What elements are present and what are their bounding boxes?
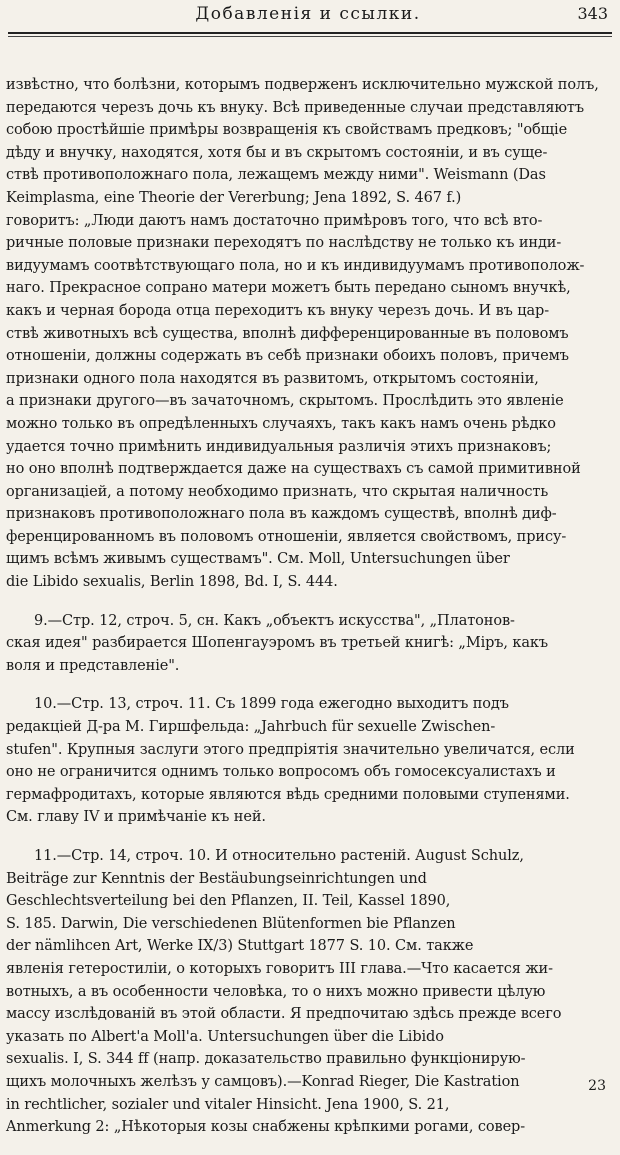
text-line: sexualis. I, S. 344 ff (напр. доказательство правильно функціонирую- (6, 1051, 526, 1068)
text-line: stufen". Крупныя заслуги этого предпріятія значительно увеличатся, если (6, 741, 575, 758)
text-line: удается точно примѣнить индивидуальныя различія этихъ признаковъ; (6, 438, 552, 455)
text-line: передаются черезъ дочь къ внуку. Всѣ приведенные случаи представляютъ (6, 99, 584, 116)
text-line: массу изслѣдованій въ этой области. Я предпочитаю здѣсь прежде всего (6, 1006, 562, 1023)
text-line: Anmerkung 2: „Нѣкоторыя козы снабжены крѣпкими рогами, совер- (6, 1119, 526, 1136)
text-line: ричные половые признаки переходятъ по наслѣдству не только къ инди- (6, 235, 562, 252)
text-line: вотныхъ, а въ особенности человѣка, то о нихъ можно привести цѣлую (6, 983, 546, 1000)
header-rule (8, 32, 612, 34)
text-line: говоритъ: „Люди даютъ намъ достаточно примѣровъ того, что всѣ вто- (6, 212, 543, 229)
text-line: редакціей Д-ра М. Гиршфельда: „Jahrbuch für sexuelle Zwischen- (6, 719, 496, 736)
paragraph (6, 693, 612, 829)
text-line: Beiträge zur Kenntnis der Bestäubungseinrichtungen und (6, 870, 427, 887)
text-line: 11.—Стр. 14, строч. 10. И относительно растеній. August Schulz, (34, 848, 524, 864)
text-line: См. главу IV и примѣчаніе къ ней. (6, 809, 266, 826)
text-line: ференцированномъ въ половомъ отношеніи, является свойствомъ, прису- (6, 528, 567, 545)
text-line: отношеніи, должны содержать въ себѣ признаки обоихъ половъ, причемъ (6, 348, 569, 365)
paragraph (6, 610, 612, 678)
text-line: 10.—Стр. 13, строч. 11. Съ 1899 года ежегодно выходитъ подъ (34, 696, 509, 713)
signature-mark: 23 (588, 1078, 606, 1094)
text-line: ствѣ противоположнаго пола, лежащемъ между ними". Weismann (Das (6, 167, 546, 184)
text-line: наго. Прекрасное сопрано матери можетъ быть передано сыномъ внучкѣ, (6, 280, 571, 297)
header-rule-thin (8, 36, 612, 37)
text-line: оно не ограничится однимъ только вопросомъ объ гомосексуалистахъ и (6, 764, 556, 781)
text-line: der nämlihcen Art, Werke IX/3) Stuttgart 1877 S. 10. См. также (6, 938, 474, 955)
text-line: собою простѣйшіе примѣры возвращенія къ свойствамъ предковъ; "общіе (6, 122, 568, 139)
text-line: S. 185. Darwin, Die verschiedenen Blütenformen bie Pflanzen (6, 915, 456, 932)
text-line: щимъ всѣмъ живымъ существамъ". См. Moll, Untersuchungen über (6, 551, 510, 568)
text-line: Keimplasma, eine Theorie der Vererbung; Jena 1892, S. 467 f.) (6, 189, 462, 206)
text-line: ствѣ животныхъ всѣ существа, вполнѣ дифференцированные въ половомъ (6, 325, 569, 342)
text-line: видуумамъ соотвѣтствующаго пола, но и къ индивидуумамъ противополож- (6, 257, 585, 274)
text-line: организаціей, а потому необходимо признать, что скрытая наличность (6, 483, 549, 500)
text-line: признаки одного пола находятся въ развитомъ, открытомъ состояніи, (6, 370, 539, 387)
page-number: 343 (577, 4, 608, 23)
page-body (6, 74, 612, 1155)
text-line: указать по Albert'a Moll'a. Untersuchungen über die Libido (6, 1028, 444, 1045)
text-line: воля и представленіе". (6, 657, 180, 674)
text-line: 9.—Стр. 12, строч. 5, сн. Какъ „объектъ искусства", „Платонов- (34, 612, 515, 629)
text-line: можно только въ опредѣленныхъ случаяхъ, такъ какъ намъ очень рѣдко (6, 415, 556, 432)
paragraph (6, 845, 612, 1139)
text-line: гермафродитахъ, которые являются вѣдь средними половыми ступенями. (6, 786, 570, 803)
running-title: Добавленія и ссылки. (195, 4, 421, 24)
text-line: ская идея" разбирается Шопенгауэромъ въ третьей книгѣ: „Міръ, какъ (6, 635, 549, 652)
text-line: die Libido sexualis, Berlin 1898, Bd. I, S. 444. (6, 574, 338, 591)
text-line: in rechtlicher, sozialer und vitaler Hinsicht. Jena 1900, S. 21, (6, 1096, 450, 1113)
text-line: Geschlechtsverteilung bei den Pflanzen, II. Teil, Kassel 1890, (6, 893, 451, 910)
text-line: щихъ молочныхъ желѣзъ у самцовъ).—Konrad Rieger, Die Kastration (6, 1073, 520, 1090)
running-header (8, 4, 608, 28)
text-line: а признаки другого—въ зачаточномъ, скрытомъ. Прослѣдить это явленіе (6, 393, 564, 410)
text-line: извѣстно, что болѣзни, которымъ подверженъ исключительно мужской полъ, (6, 77, 599, 93)
text-line: но оно вполнѣ подтверждается даже на существахъ съ самой примитивной (6, 461, 581, 478)
text-line: явленія гетеростиліи, о которыхъ говоритъ III глава.—Что касается жи- (6, 960, 553, 977)
text-line: признаковъ противоположнаго пола въ каждомъ существѣ, вполнѣ диф- (6, 506, 557, 523)
paragraph (6, 74, 612, 594)
text-line: дѣду и внучку, находятся, хотя бы и въ скрытомъ состояніи, и въ суще- (6, 144, 548, 161)
text-line: какъ и черная борода отца переходитъ къ внуку черезъ дочь. И въ цар- (6, 302, 550, 319)
